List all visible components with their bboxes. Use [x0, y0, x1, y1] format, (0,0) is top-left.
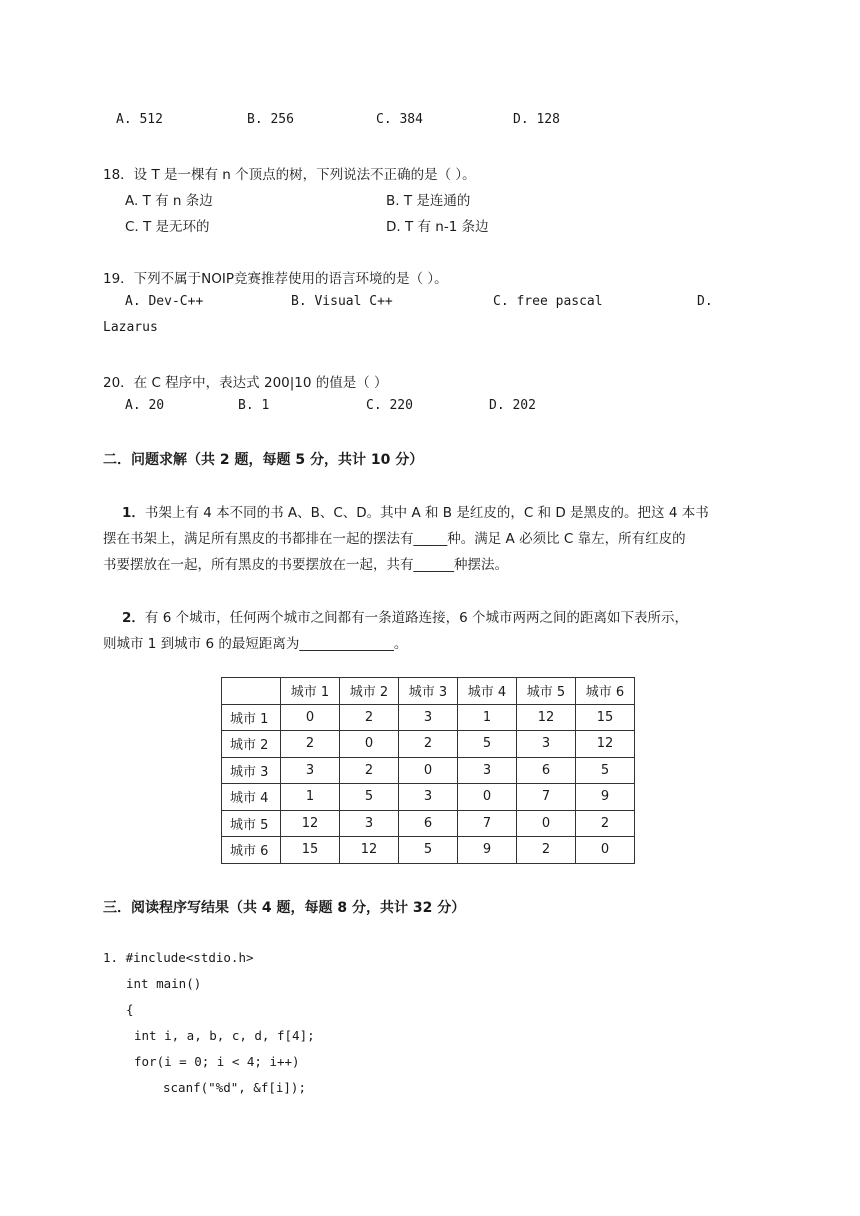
problem1-line3: 书要摆放在一起，所有黑皮的书要摆放在一起，共有______种摆法。: [103, 557, 508, 573]
code-line: {: [126, 1002, 134, 1017]
table-cell: 7: [517, 784, 576, 811]
code-line: scanf("%d", &f[i]);: [163, 1080, 306, 1095]
q20-option-b: B. 1: [238, 398, 270, 413]
q18-option-a: A. T 有 n 条边: [125, 193, 213, 209]
table-cell: 0: [399, 757, 458, 784]
table-cell: 9: [458, 837, 517, 864]
table-cell: 1: [281, 784, 340, 811]
q19-option-a: A. Dev-C++: [125, 294, 204, 309]
table-cell: 2: [517, 837, 576, 864]
table-header-cell: 城市 4: [458, 678, 517, 705]
table-corner-cell: [222, 678, 281, 705]
table-cell: 2: [576, 810, 635, 837]
table-header-cell: 城市 2: [340, 678, 399, 705]
table-row-header: 城市 1: [222, 704, 281, 731]
table-cell: 2: [399, 731, 458, 758]
problem1-number: 1．: [122, 505, 145, 521]
table-row-header: 城市 3: [222, 757, 281, 784]
table-cell: 9: [576, 784, 635, 811]
table-header-cell: 城市 5: [517, 678, 576, 705]
table-cell: 3: [340, 810, 399, 837]
problem2-line2: 则城市 1 到城市 6 的最短距离为______________。: [103, 636, 408, 652]
q19-stem: 19．下列不属于NOIP竞赛推荐使用的语言环境的是（ ）。: [103, 271, 448, 287]
q19-option-b: B. Visual C++: [291, 294, 393, 309]
table-cell: 0: [576, 837, 635, 864]
table-row: [222, 784, 635, 811]
table-row: [222, 731, 635, 758]
table-cell: 3: [458, 757, 517, 784]
table-header-cell: 城市 3: [399, 678, 458, 705]
q17-option-a: A. 512: [116, 112, 163, 127]
table-cell: 15: [281, 837, 340, 864]
code-line: for(i = 0; i < 4; i++): [134, 1054, 300, 1069]
q19-option-d-continued: Lazarus: [103, 320, 158, 335]
table-cell: 6: [399, 810, 458, 837]
problem1-line2: 摆在书架上，满足所有黑皮的书都排在一起的摆法有_____种。满足 A 必须比 C 靠左，所有红皮的: [103, 531, 686, 547]
problem2-number: 2．: [122, 610, 145, 626]
problem2-line1: 有 6 个城市，任何两个城市之间都有一条道路连接，6 个城市两两之间的距离如下表所示，: [144, 610, 688, 626]
table-cell: 0: [458, 784, 517, 811]
table-cell: 3: [399, 704, 458, 731]
problem1-line1: 书架上有 4 本不同的书 A、B、C、D。其中 A 和 B 是红皮的，C 和 D 是黑皮的。把这 4 本书: [144, 505, 709, 521]
section2-heading: 二．问题求解（共 2 题，每题 5 分，共计 10 分）: [103, 452, 424, 468]
table-row: [222, 704, 635, 731]
table-cell: 3: [399, 784, 458, 811]
table-cell: 15: [576, 704, 635, 731]
q17-option-d: D. 128: [513, 112, 560, 127]
table-cell: 2: [340, 757, 399, 784]
q19-option-d: D.: [697, 294, 713, 309]
table-cell: 5: [340, 784, 399, 811]
table-header-cell: 城市 6: [576, 678, 635, 705]
table-cell: 6: [517, 757, 576, 784]
q20-stem: 20．在 C 程序中，表达式 200|10 的值是（ ）: [103, 375, 388, 391]
q20-option-a: A. 20: [125, 398, 165, 413]
table-row: [222, 810, 635, 837]
q20-option-d: D. 202: [489, 398, 536, 413]
table-header-row: [222, 678, 635, 705]
table-cell: 12: [281, 810, 340, 837]
table-header-cell: 城市 1: [281, 678, 340, 705]
code-line: 1. #include<stdio.h>: [103, 950, 254, 965]
table-cell: 2: [281, 731, 340, 758]
table-cell: 5: [576, 757, 635, 784]
table-cell: 2: [340, 704, 399, 731]
table-cell: 12: [517, 704, 576, 731]
table-cell: 7: [458, 810, 517, 837]
q20-option-c: C. 220: [366, 398, 413, 413]
table-cell: 0: [281, 704, 340, 731]
table-cell: 1: [458, 704, 517, 731]
table-cell: 3: [281, 757, 340, 784]
table-cell: 12: [576, 731, 635, 758]
table-row-header: 城市 6: [222, 837, 281, 864]
table-cell: 5: [399, 837, 458, 864]
table-row: [222, 757, 635, 784]
table-cell: 0: [517, 810, 576, 837]
q19-option-c: C. free pascal: [493, 294, 603, 309]
problem2-text-line1: [122, 606, 688, 626]
code-line: int i, a, b, c, d, f[4];: [134, 1028, 315, 1043]
table-cell: 12: [340, 837, 399, 864]
q17-option-b: B. 256: [247, 112, 294, 127]
table-cell: 5: [458, 731, 517, 758]
code-line: int main(): [126, 976, 202, 991]
q17-option-c: C. 384: [376, 112, 423, 127]
table-cell: 0: [340, 731, 399, 758]
problem1-text-line1: [122, 501, 709, 521]
table-row-header: 城市 4: [222, 784, 281, 811]
q18-stem: 18．设 T 是一棵有 n 个顶点的树，下列说法不正确的是（ ）。: [103, 167, 476, 183]
distance-table: [221, 677, 635, 864]
q18-option-c: C. T 是无环的: [125, 219, 210, 235]
q18-option-d: D. T 有 n-1 条边: [386, 219, 489, 235]
table-cell: 3: [517, 731, 576, 758]
section3-heading: 三．阅读程序写结果（共 4 题，每题 8 分，共计 32 分）: [103, 900, 466, 916]
q18-option-b: B. T 是连通的: [386, 193, 471, 209]
table-row-header: 城市 5: [222, 810, 281, 837]
table-row: [222, 837, 635, 864]
table-row-header: 城市 2: [222, 731, 281, 758]
